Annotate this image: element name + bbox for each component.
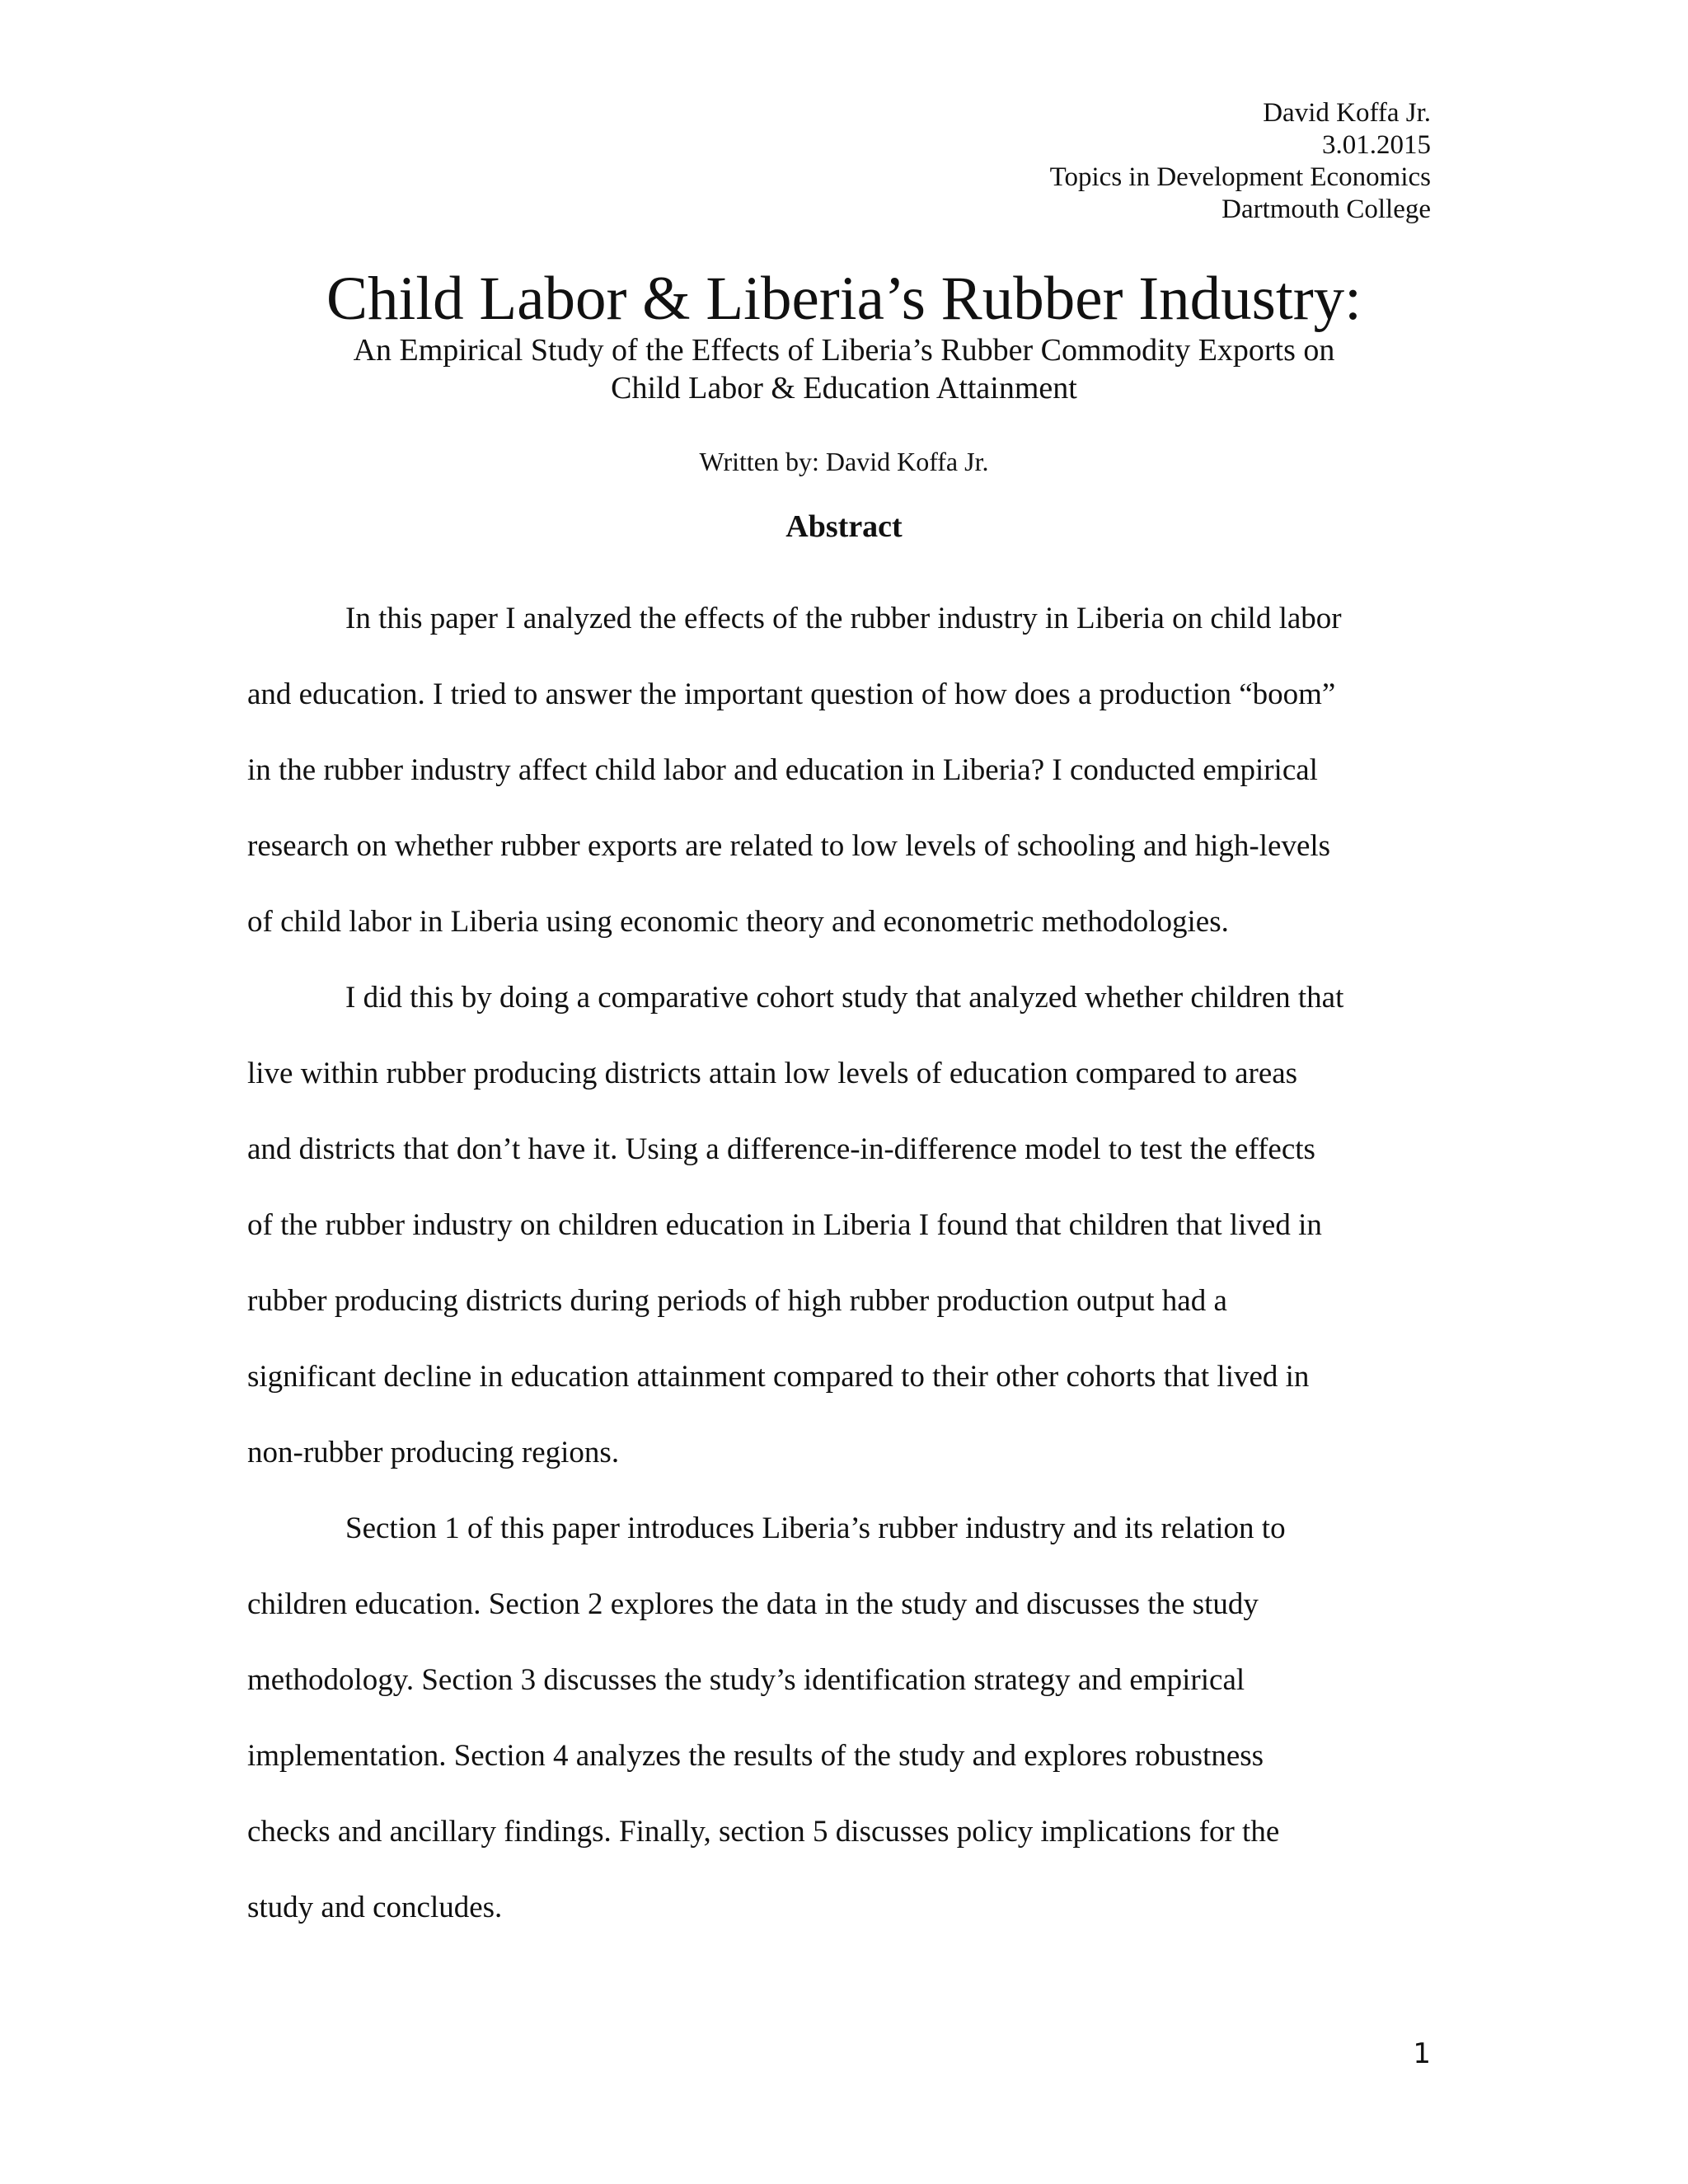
text-line: children education. Section 2 explores the data in the study and discusses the study	[247, 1587, 1259, 1621]
abstract-paragraph-3	[247, 1491, 1434, 1946]
abstract-paragraph-1	[247, 581, 1434, 960]
text-line: In this paper I analyzed the effects of the rubber industry in Liberia on child labor	[345, 602, 1342, 635]
text-line: study and concludes.	[247, 1891, 503, 1924]
header-author: David Koffa Jr.	[1263, 98, 1431, 128]
text-line: non-rubber producing regions.	[247, 1436, 620, 1469]
text-line: significant decline in education attainment compared to their other cohorts that lived in	[247, 1360, 1310, 1394]
subtitle-line: An Empirical Study of the Effects of Liberia’s Rubber Commodity Exports on	[353, 333, 1335, 368]
text-line: I did this by doing a comparative cohort study that analyzed whether children that	[345, 981, 1344, 1015]
author-header	[1050, 97, 1431, 226]
header-course: Topics in Development Economics	[1049, 162, 1431, 192]
abstract-body	[247, 581, 1434, 1946]
abstract-heading: Abstract	[785, 509, 903, 544]
text-line: rubber producing districts during periods of high rubber production output had a	[247, 1284, 1227, 1318]
text-line: research on whether rubber exports are related to low levels of schooling and high-levels	[247, 829, 1331, 863]
text-line: of child labor in Liberia using economic theory and econometric methodologies.	[247, 905, 1229, 939]
text-line: in the rubber industry affect child labor and education in Liberia? I conducted empirical	[247, 753, 1318, 787]
text-line: of the rubber industry on children education in Liberia I found that children that lived in	[247, 1208, 1322, 1242]
page-number: 1	[1413, 2037, 1431, 2070]
text-line: implementation. Section 4 analyzes the results of the study and explores robustness	[247, 1739, 1264, 1773]
subtitle-line: Child Labor & Education Attainment	[611, 371, 1077, 405]
text-line: live within rubber producing districts attain low levels of education compared to areas	[247, 1057, 1298, 1090]
header-institution: Dartmouth College	[1221, 194, 1431, 224]
text-line: methodology. Section 3 discusses the study’s identification strategy and empirical	[247, 1663, 1245, 1697]
text-line: and education. I tried to answer the important question of how does a production “boom”	[247, 677, 1336, 711]
byline: Written by: David Koffa Jr.	[699, 447, 989, 476]
header-date: 3.01.2015	[1322, 130, 1431, 160]
text-line: Section 1 of this paper introduces Liberia’s rubber industry and its relation to	[345, 1511, 1286, 1545]
text-line: and districts that don’t have it. Using a difference-in-difference model to test the effects	[247, 1132, 1315, 1166]
text-line: checks and ancillary findings. Finally, section 5 discusses policy implications for the	[247, 1815, 1280, 1849]
paper-subtitle	[0, 331, 1688, 407]
paper-title: Child Labor & Liberia’s Rubber Industry:	[326, 265, 1362, 333]
abstract-paragraph-2	[247, 960, 1434, 1491]
